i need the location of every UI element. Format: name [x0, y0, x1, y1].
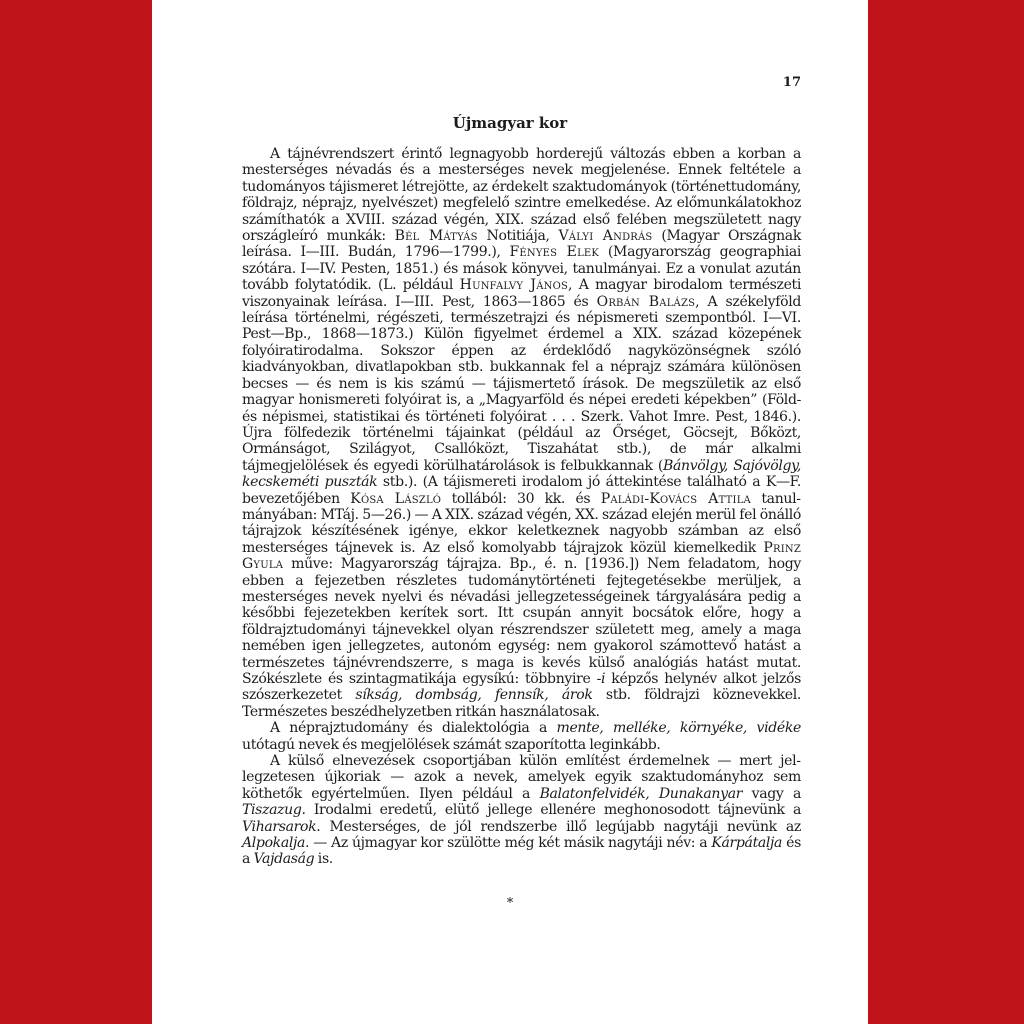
- text-run: tollából: 30 kk. és: [441, 490, 601, 507]
- text-run: Notitiája,: [477, 228, 559, 245]
- italic-term: Alpokalja: [242, 835, 306, 852]
- text-run: műve: Magyarország tájrajza. Bp., é. n. [1936.]) Nem feladatom, hogy ebben a fejezetben részletes tudománytörténeti fejtegetésekbe merüljek, a mesterséges nevek nyelvi és névadási jellegzetességeinek tárgyalására pedig a későbbi fejezetekben kerítek sort. Itt csupán annyit bocsátok előre, hogy a földrajztudományi tájnevekkel olyan részrendszer született meg, amely a maga nemében igen jellegzetes, autonóm egység: nem gyakorol számottevő hatást a természetes tájnévrendszerre, s maga is kevés külső analógiás hatást mutat. Szókészlete és szintagmatikája egysíkú: többnyire: [242, 556, 801, 687]
- author-name: Orbán Balázs: [596, 293, 696, 310]
- paragraph: [242, 146, 801, 720]
- text-run: A néprajztudomány és dialektológia a: [270, 720, 557, 737]
- text-run: A külső elnevezések csoportjában külön említést érdemelnek — mert jellegzetesen újkoriak — azok a nevek, amelyek egyik szaktudományhoz sem köthetők egyértelműen. Ilyen például a: [242, 753, 801, 802]
- text-run: , A magyar birodalom természeti viszonyainak leírása. I—III. Pest, 1863—1865 és: [242, 277, 801, 310]
- text-run: képzős helynév alkot jelzős szószerkezetet: [242, 671, 801, 704]
- text-run: (Magyar Országnak leírása. I—III. Budán, 1796—1799.),: [242, 228, 801, 261]
- author-name: Hunfalvy János: [459, 277, 569, 294]
- text-run: A tájnévrendszert érintő legnagyobb horderejű változás ebben a korban a mesterséges névadás és a mesterséges nevek megjelenése. Ennek feltétele a tudományos tájismeret létrejötte, az érdekelt szaktudományok (történettudomány, földrajz, néprajz, nyelvészet) megfelelő szintre emelkedése. Az előmunkálatokhoz számíthatók a XVIII. század végén, XIX. század első felében megszületett nagy országleíró munkák:: [242, 146, 801, 245]
- author-name: Bél Mátyás: [394, 228, 478, 245]
- italic-term: Balatonfelvidék, Dunakanyar: [539, 785, 743, 802]
- italic-term: -i: [596, 671, 606, 687]
- text-run: . — Az újmagyar kor szülötte még két másik nagytáji név: a: [305, 835, 712, 852]
- page-number: 17: [782, 75, 801, 90]
- chapter-heading: Újmagyar kor: [452, 114, 568, 132]
- italic-term: Tiszazug: [242, 802, 302, 819]
- text-run: stb. földrajzi köznevekkel. Természetes beszédhelyzetben ritkán használatosak.: [242, 687, 801, 720]
- author-name: Kósa László: [350, 490, 442, 507]
- text-run: tanulmányában: MTáj. 5—26.) — A XIX. század végén, XX. század elején merül fel önálló tájrajzok készítésének igénye, ekkor keletkeznek nagyobb számban az első mesterséges tájnevek is. Az első komolyabb tájrajzok közül kiemelkedik: [242, 490, 801, 556]
- text-run: , A székelyföld leírása történelmi, régészeti, természetrajzi és népismereti szempontból. I—VI. Pest—Bp., 1868—1873.) Külön figyelmet érdemel a XIX. század közepének folyóiratirodalma. Sokszor éppen az érdeklődő nagyközönségnek szóló kiadványokban, divatlapokban stb. bukkannak fel a néprajz számára különösen becses — és nem is kis számú — tájismertető írások. De megszületik az első magyar honismereti folyóirat is, a „Magyarföld és népei eredeti képekben” (Föld- és népismei, statistikai és történeti folyóirat . . . Szerk. Vahot Imre. Pest, 1846.). Újra fölfedezik történelmi tájainkat (például az Őrséget, Göcsejt, Bőközt, Ormánságot, Szilágyot, Csallóközt, Tiszahátat stb.), de már alkalmi tájmegjelölések és egyedi körülhatárolások is felbukkannak (: [242, 293, 802, 474]
- text-run: . Irodalmi eredetű, elütő jellege ellenére meghonosodott tájnevünk a: [301, 802, 801, 819]
- paragraph: [242, 753, 801, 868]
- section-separator: *: [506, 896, 514, 911]
- italic-term: Vajdaság: [253, 851, 315, 868]
- text-run: stb.). (A tájismereti irodalom jó áttekintése található a K—F. bevezetőjében: [242, 474, 801, 507]
- text-run: (Magyarország geographiai szótára. I—IV. Pesten, 1851.) és mások könyvei, tanulmányai. Ez a vonulat azután tovább folytatódik. (L. például: [242, 244, 802, 294]
- author-name: Fényes Elek: [509, 244, 600, 261]
- text-run: és a: [242, 835, 801, 868]
- text-run: vagy a: [742, 785, 801, 802]
- italic-term: Bánvölgy, Sajóvölgy, kecskeméti puszták: [242, 457, 801, 491]
- author-name: Paládi-Kovács Attila: [600, 490, 751, 507]
- italic-term: mente, melléke, környéke, vidéke: [556, 720, 801, 737]
- book-page: [152, 0, 868, 1024]
- author-name: Prinz Gyula: [242, 539, 801, 573]
- italic-term: Kárpátalja: [711, 835, 783, 852]
- italic-term: Viharsarok: [242, 818, 317, 835]
- text-run: . Mesterséges, de jól rendszerbe illő legújabb nagytáji nevünk az: [316, 818, 801, 835]
- italic-term: síkság, dombság, fennsík, árok: [355, 687, 593, 704]
- author-name: Vályi András: [558, 228, 653, 245]
- text-run: utótagú nevek és megjelölések számát szaporította leginkább.: [242, 736, 661, 753]
- paragraph: [242, 720, 801, 753]
- text-run: is.: [314, 851, 333, 868]
- body-text: [242, 146, 801, 868]
